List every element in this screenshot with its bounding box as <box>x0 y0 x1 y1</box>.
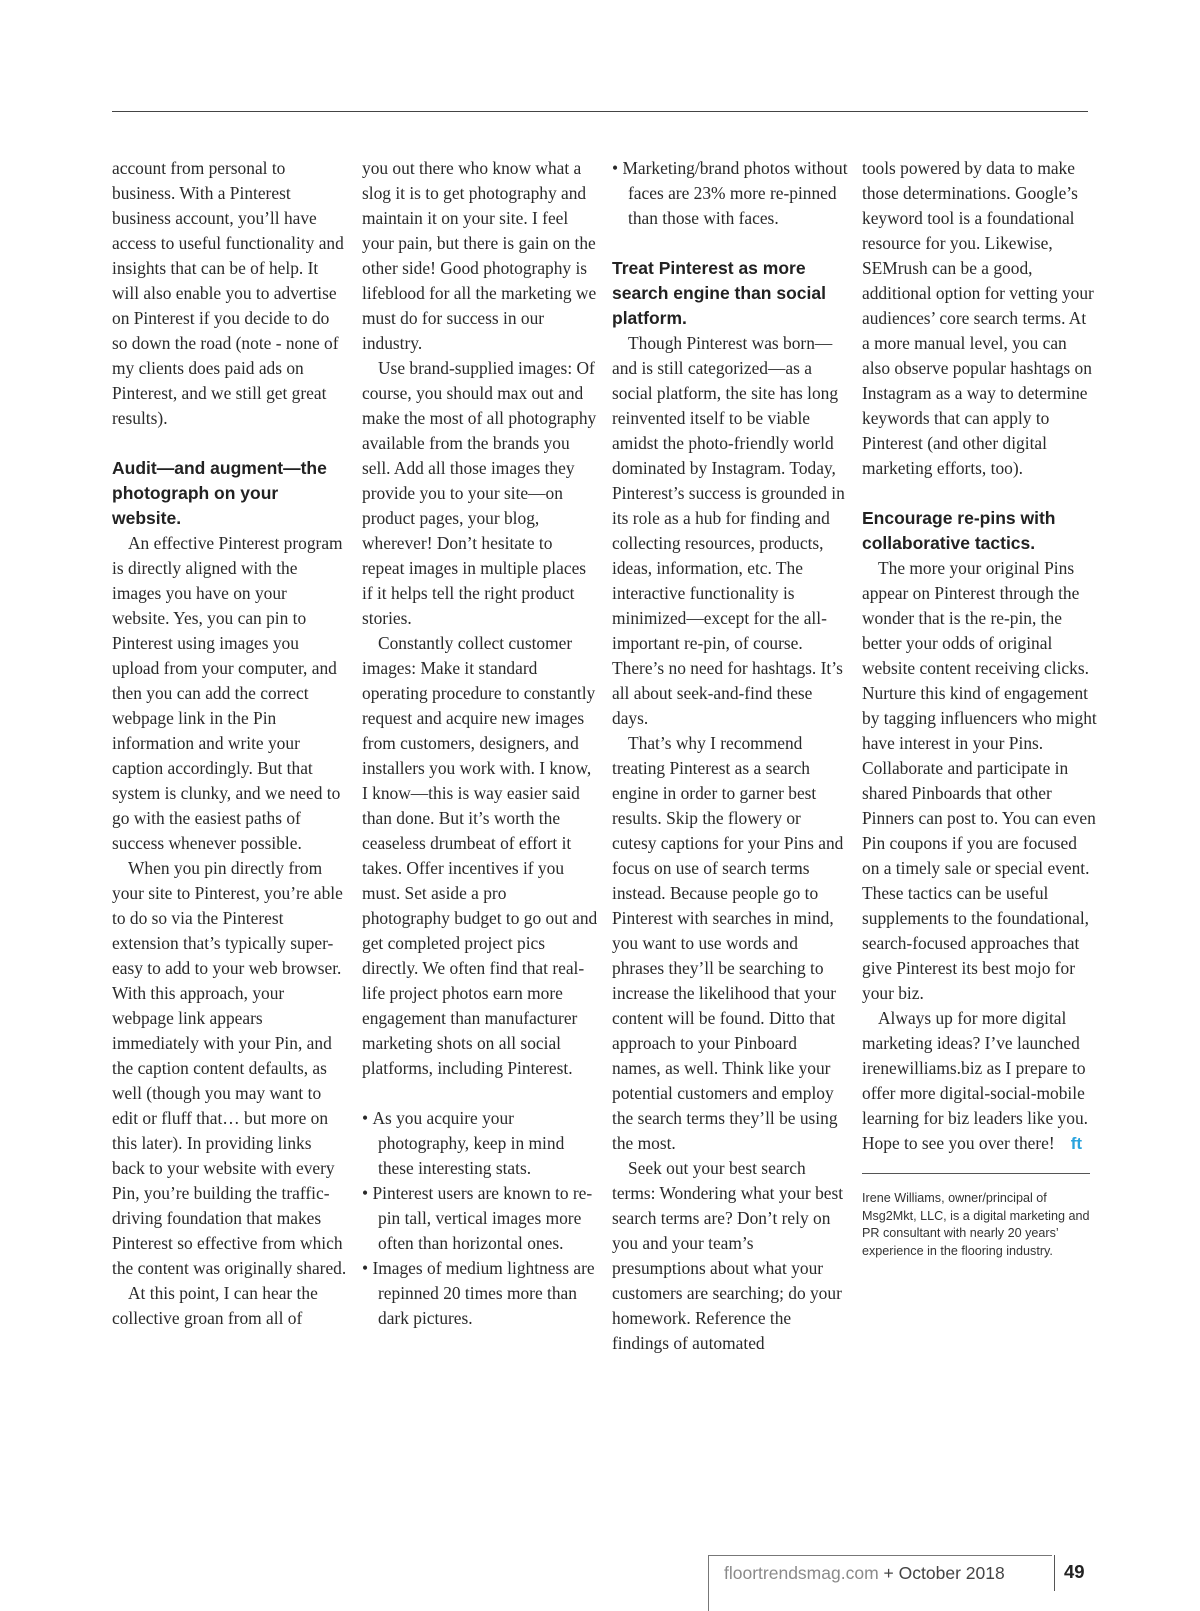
paragraph: The more your original Pins appear on Pinterest through the wonder that is the re-pin, the better your odds of original website content receiving clicks. Nurture this kind of engagement by tagging influencers who might have interest in your Pins. Collaborate and participate in shared Pinboards that other Pinners can post to. You can even Pin coupons if you are focused on a timely sale or special event. These tactics can be useful supplements to the foundational, search-focused approaches that give Pinterest its best mojo for your biz. <box>862 558 1097 1003</box>
closing-paragraph-text: Always up for more digital marketing ideas? I’ve launched irenewilliams.biz as I prepare to offer more digital-social-mobile learning for biz leaders like you. Hope to see you over there! <box>862 1008 1088 1153</box>
paragraph: Constantly collect customer images: Make it standard operating procedure to constantly request and acquire new images from customers, designers, and installers you work with. I know, I know—this is way easier said than done. But it’s worth the ceaseless drumbeat of effort it takes. Offer incentives if you must. Set aside a pro photography budget to go out and get completed project pics directly. We often find that real-life project photos earn more engagement than manufacturer marketing shots on all social platforms, including Pinterest. <box>362 633 598 1078</box>
footer-issue: October 2018 <box>898 1563 1005 1583</box>
bullet-item: • Marketing/brand photos without faces are 23% more re-pinned than those with faces. <box>612 156 848 231</box>
spacer <box>112 431 348 456</box>
section-heading: Audit—and augment—the photograph on your website. <box>112 458 327 528</box>
column-2 <box>362 156 598 1331</box>
footer-divider <box>1054 1555 1055 1591</box>
bullet-item: • As you acquire your photography, keep in mind these interesting stats. <box>362 1106 598 1181</box>
paragraph: Use brand-supplied images: Of course, you should max out and make the most of all photography available from the brands you sell. Add all those images they provide you to your site—on product pages, your blog, wherever! Don’t hesitate to repeat images in multiple places if it helps tell the right product stories. <box>362 358 597 628</box>
footer-folio <box>724 1563 1005 1584</box>
paragraph: An effective Pinterest program is directly aligned with the images you have on your website. Yes, you can pin to Pinterest using images you upload from your computer, and then you can add the correct webpage link in the Pin information and write your caption accordingly. But that system is clunky, and we need to go with the easiest paths of success whenever possible. <box>112 533 343 853</box>
column-4 <box>862 156 1098 1260</box>
spacer <box>362 1081 598 1106</box>
bullet-item: • Pinterest users are known to re-pin tall, vertical images more often than horizontal ones. <box>362 1181 598 1256</box>
paragraph: At this point, I can hear the collective groan from all of <box>112 1283 318 1328</box>
paragraph: tools powered by data to make those determinations. Google’s keyword tool is a foundational resource for you. Likewise, SEMrush can be a good, additional option for vetting your audiences’ core search terms. At a more manual level, you can also observe popular hashtags on Instagram as a way to determine keywords that can apply to Pinterest (and other digital marketing efforts, too). <box>862 158 1094 478</box>
paragraph: you out there who know what a slog it is to get photography and maintain it on your site. I feel your pain, but there is gain on the other side! Good photography is lifeblood for all the marketing we must do for success in our industry. <box>362 158 597 353</box>
author-bio: Irene Williams, owner/principal of Msg2Mkt, LLC, is a digital marketing and PR consultant with nearly 20 years’ experience in the flooring industry. <box>862 1191 1090 1258</box>
page-number: 49 <box>1064 1561 1085 1582</box>
column-1 <box>112 156 348 1331</box>
column-3 <box>612 156 848 1356</box>
section-heading: Encourage re-pins with collaborative tactics. <box>862 508 1056 553</box>
paragraph: Seek out your best search terms: Wondering what your best search terms are? Don’t rely on you and your team’s presumptions about what your customers are searching; do your homework. Reference the findings of automated <box>612 1158 844 1353</box>
footer-site: floortrendsmag.com <box>724 1563 879 1583</box>
footer-separator: + <box>883 1563 894 1583</box>
top-rule <box>112 111 1088 112</box>
paragraph: account from personal to business. With a Pinterest business account, you’ll have access to useful functionality and insights that can be of help. It will also enable you to advertise on Pinterest if you decide to do so down the road (note - none of my clients does paid ads on Pinterest, and we still get great results). <box>112 158 344 428</box>
spacer <box>862 481 1098 506</box>
bullet-item: • Images of medium lightness are repinned 20 times more than dark pictures. <box>362 1256 598 1331</box>
paragraph <box>862 1006 1098 1156</box>
paragraph: When you pin directly from your site to Pinterest, you’re able to do so via the Pinterest extension that’s typically super-easy to add to your web browser. With this approach, your webpage link appears immediately with your Pin, and the caption content defaults, as well (though you may want to edit or fluff that… but more on this later). In providing links back to your website with every Pin, you’re building the traffic-driving foundation that makes Pinterest so effective from which the content was originally shared. <box>112 858 347 1278</box>
section-heading: Treat Pinterest as more search engine than social platform. <box>612 258 826 328</box>
paragraph: That’s why I recommend treating Pinterest as a search engine in order to garner best results. Skip the flowery or cutesy captions for your Pins and focus on use of search terms instead. Because people go to Pinterest with searches in mind, you want to use words and phrases they’ll be searching to increase the likelihood that your content will be found. Ditto that approach to your Pinboard names, as well. Think like your potential customers and employ the search terms they’ll be using the most. <box>612 733 844 1153</box>
end-mark: ft <box>1070 1134 1083 1153</box>
bio-rule <box>862 1173 1090 1174</box>
paragraph: Though Pinterest was born—and is still categorized—as a social platform, the site has long reinvented itself to be viable amidst the photo-friendly world dominated by Instagram. Today, Pinterest’s success is grounded in its role as a hub for finding and collecting resources, products, ideas, information, etc. The interactive functionality is minimized—except for the all-important re-pin, of course. There’s no need for hashtags. It’s all about seek-and-find these days. <box>612 333 845 728</box>
spacer <box>612 231 848 256</box>
